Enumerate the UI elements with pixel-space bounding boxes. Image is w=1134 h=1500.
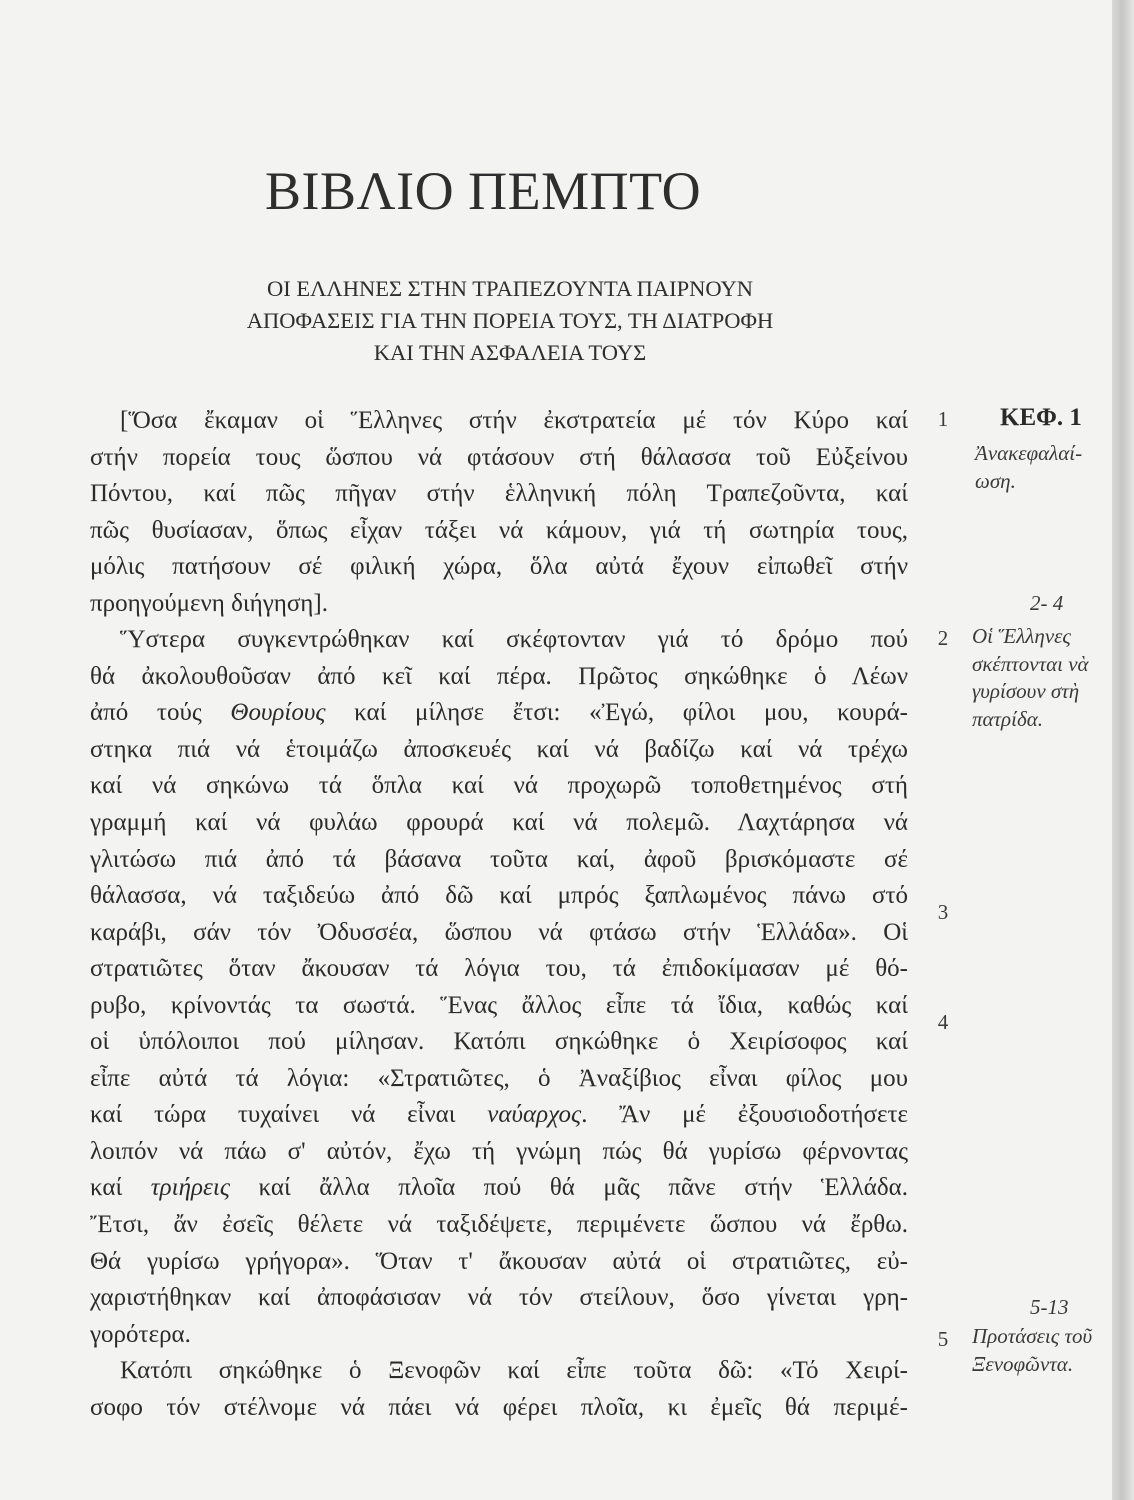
body-line: Κατόπι σηκώθηκε ὁ Ξενοφῶν καί εἶπε τοῦτα δῶ: «Τό Χειρί-: [120, 1357, 908, 1385]
italic-term: Θουρίους: [230, 699, 326, 727]
margin-note-line: Οἱ Ἕλληνες: [972, 624, 1071, 648]
body-line: χαριστήθηκαν καί ἀποφάσισαν νά τόν στείλουν, ὅσο γίνεται γρη-: [90, 1284, 908, 1312]
paragraph-number: 2: [937, 626, 949, 650]
chapter-heading-line: ΚΑΙ ΤΗΝ ΑΣΦΑΛΕΙΑ ΤΟΥΣ: [373, 340, 647, 365]
chapter-heading-line: ΟΙ ΕΛΛΗΝΕΣ ΣΤΗΝ ΤΡΑΠΕΖΟΥΝΤΑ ΠΑΙΡΝΟΥΝ: [266, 276, 754, 301]
italic-term: ναύαρχος: [487, 1101, 582, 1129]
paragraph-number: 1: [937, 407, 949, 431]
book-title: ΒΙΒΛΙΟ ΠΕΜΠΤΟ: [265, 161, 702, 221]
body-line: οἱ ὑπόλοιποι πού μίλησαν. Κατόπι σηκώθηκε ὁ Χειρίσοφος καί: [90, 1028, 908, 1056]
paragraph-number: 4: [937, 1010, 949, 1034]
body-line: λοιπόν νά πάω σ' αὐτόν, ἔχω τή γνώμη πώς θά γυρίσω φέρνοντας: [90, 1137, 908, 1165]
body-line: στρατιῶτες ὅταν ἄκουσαν τά λόγια του, τά ἐπιδοκίμασαν μέ θό-: [90, 955, 908, 983]
body-line: γορότερα.: [90, 1320, 191, 1348]
body-line: Πόντου, καί πῶς πῆγαν στήν ἑλληνική πόλη Τραπεζοῦντα, καί: [90, 480, 908, 508]
margin-note: [972, 1323, 1092, 1378]
paragraph-number: 5: [937, 1327, 949, 1351]
body-line: θά ἀκολουθοῦσαν ἀπό κεῖ καί πέρα. Πρῶτος σηκώθηκε ὁ Λέων: [90, 662, 908, 690]
body-line: πῶς θυσίασαν, ὅπως εἶχαν τάξει νά κάμουν, γιά τή σωτηρία τους,: [90, 516, 908, 544]
body-line: θάλασσα, νά ταξιδεύω ἀπό δῶ καί μπρός ξαπλωμένος πάνω στό: [90, 882, 908, 910]
chapter-heading-line: ΑΠΟΦΑΣΕΙΣ ΓΙΑ ΤΗΝ ΠΟΡΕΙΑ ΤΟΥΣ, ΤΗ ΔΙΑΤΡΟΦΗ: [246, 308, 774, 333]
paragraph-number: 3: [937, 900, 949, 924]
margin-note-line: Ξενοφῶντα.: [972, 1351, 1074, 1376]
body-line: γραμμή καί νά φυλάω φρουρά καί νά πολεμῶ. Λαχτάρησα νά: [90, 809, 908, 837]
body-line: στηκα πιά νά ἑτοιμάζω ἀποσκευές καί νά βαδίζω καί νά τρέχω: [90, 735, 908, 763]
body-line: [Ὅσα ἔκαμαν οἱ Ἕλληνες στήν ἐκστρατεία μέ τόν Κύρο καί: [120, 407, 908, 434]
margin-note: [972, 623, 1089, 733]
italic-term: τριήρεις: [150, 1174, 230, 1202]
margin-note-line: Ἀνακεφαλαί-: [975, 441, 1083, 465]
chapter-heading: [130, 273, 890, 369]
body-line: σοφο τόν στέλνομε νά πάει νά φέρει πλοῖα, κι ἐμεῖς θά περιμέ-: [90, 1393, 908, 1421]
margin-note-line: ωση.: [975, 468, 1016, 493]
page-binding-edge: [1112, 0, 1134, 1500]
body-line: στήν πορεία τους ὥσπου νά φτάσουν στή θάλασσα τοῦ Εὐξείνου: [90, 443, 908, 471]
margin-note-line: σκέπτονται νὰ: [972, 651, 1089, 676]
body-line: καί νά σηκώνω τά ὅπλα καί νά προχωρῶ τοποθετημένος στή: [90, 772, 908, 800]
margin-note: [975, 440, 1082, 495]
margin-note-line: γυρίσουν στὴ: [972, 679, 1080, 703]
body-line: εἶπε αὐτά τά λόγια: «Στρατιῶτες, ὁ Ἀναξίβιος εἶναι φίλος μου: [90, 1064, 908, 1092]
body-line: καί τριήρεις καί ἄλλα πλοῖα πού θά μᾶς πᾶνε στήν Ἑλλάδα.: [90, 1174, 909, 1202]
body-line: καί τώρα τυχαίνει νά εἶναι ναύαρχος. Ἄν μέ ἐξουσιοδοτήσετε: [90, 1101, 908, 1129]
body-line: ἀπό τούς Θουρίους καί μίλησε ἔτσι: «Ἐγώ, φίλοι μου, κουρά-: [90, 699, 909, 727]
body-line: προηγούμενη διήγηση].: [90, 589, 328, 617]
body-text: [90, 403, 908, 1426]
body-line: καράβι, σάν τόν Ὀδυσσέα, ὥσπου νά φτάσω στήν Ἑλλάδα». Οἱ: [90, 918, 908, 946]
margin-chapter-label: ΚΕΦ. 1: [1000, 404, 1082, 431]
body-line: γλιτώσω πιά ἀπό τά βάσανα τοῦτα καί, ἀφοῦ βρισκόμαστε σέ: [90, 845, 908, 873]
body-line: μόλις πατήσουν σέ φιλική χώρα, ὅλα αὐτά ἔχουν εἰπωθεῖ στήν: [90, 553, 908, 581]
margin-range: 2- 4: [1030, 591, 1064, 615]
margin-range: 5-13: [1030, 1295, 1069, 1319]
margin-note-line: πατρίδα.: [972, 706, 1044, 731]
margin-note-line: Προτάσεις τοῦ: [972, 1324, 1093, 1348]
body-line: ρυβο, κρίνοντάς τα σωστά. Ἕνας ἄλλος εἶπε τά ἴδια, καθώς καί: [90, 991, 908, 1019]
body-line: Ὕστερα συγκεντρώθηκαν καί σκέφτονταν γιά τό δρόμο πού: [120, 626, 908, 654]
body-line: Θά γυρίσω γρήγορα». Ὅταν τ' ἄκουσαν αὐτά οἱ στρατιῶτες, εὐ-: [90, 1247, 908, 1275]
body-line: Ἔτσι, ἄν ἐσεῖς θέλετε νά ταξιδέψετε, περιμένετε ὥσπου νά ἔρθω.: [90, 1211, 908, 1239]
